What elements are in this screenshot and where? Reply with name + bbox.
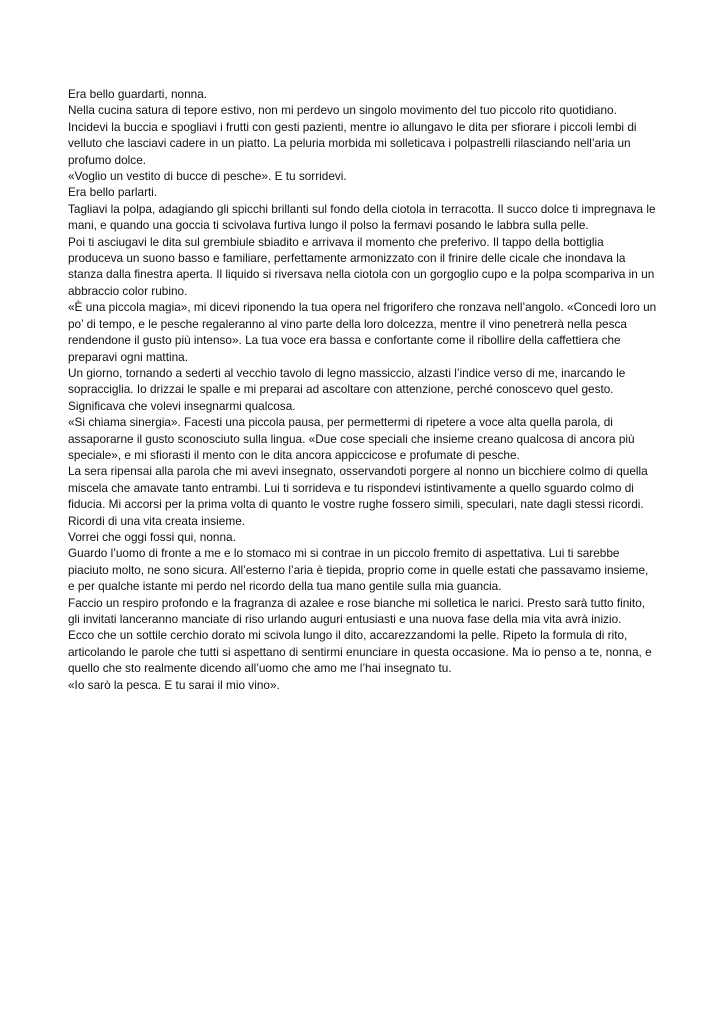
paragraph: Un giorno, tornando a sederti al vecchio tavolo di legno massiccio, alzasti l’indice verso di me, inarcando le sopracciglia. Io drizzai le spalle e mi preparai ad ascoltare con attenzione, perché conoscevo quel gesto. Significava che volevi insegnarmi qualcosa. [68, 365, 626, 413]
paragraph: Era bello guardarti, nonna. [68, 87, 208, 101]
paragraph: Poi ti asciugavi le dita sul grembiule sbiadito e arrivava il momento che preferivo. Il tappo della bottiglia produceva un suono basso e familiare, perfettamente armonizzato con il frinire delle cicale che inondava la stanza dalla finestra aperta. Il liquido si riversava nella ciotola con un gorgoglio cupo e la polpa scompariva in un abbraccio color rubino. [68, 234, 655, 298]
paragraph: Tagliavi la polpa, adagiando gli spicchi brillanti sul fondo della ciotola in terracotta. Il succo dolce ti impregnava le mani, e quando una goccia ti scivolava furtiva lungo il polso la fermavi posando le labbra sulla pelle. [68, 201, 656, 233]
paragraph: Nella cucina satura di tepore estivo, non mi perdevo un singolo movimento del tuo piccolo rito quotidiano. Incidevi la buccia e spogliavi i frutti con gesti pazienti, mentre io allungavo le dita per sfiorare i piccoli lembi di velluto che lasciavi cadere in un piatto. La peluria morbida mi solleticava i polpastrelli rilasciando nell’aria un profumo dolce. [68, 103, 637, 167]
paragraph: Vorrei che oggi fossi qui, nonna. [68, 529, 236, 544]
paragraph: Era bello parlarti. [68, 185, 158, 200]
paragraph: Ecco che un sottile cerchio dorato mi scivola lungo il dito, accarezzandomi la pelle. Ripeto la formula di rito, articolando le parole che tutti si aspettano di sentirmi enunciare in questa occasione. Ma io penso a te, nonna, e quello che sto realmente dicendo all’uomo che amo me l’hai insegnato tu. [68, 628, 652, 676]
story-text [68, 86, 658, 693]
paragraph: «Io sarò la pesca. E tu sarai il mio vino». [68, 677, 280, 692]
paragraph: «Voglio un vestito di bucce di pesche». E tu sorridevi. [68, 169, 347, 184]
paragraph: «Si chiama sinergia». Facesti una piccola pausa, per permettermi di ripetere a voce alta quella parola, di assaporarne il gusto sconosciuto sulla lingua. «Due cose speciali che insieme creano qualcosa di ancora più speciale», e mi sfiorasti il mento con le dita ancora appiccicose e profumate di pesche. [68, 415, 635, 462]
paragraph: Guardo l’uomo di fronte a me e lo stomaco mi si contrae in un piccolo fremito di aspettativa. Lui ti sarebbe piaciuto molto, ne sono sicura. All’esterno l’aria è tiepida, proprio come in quelle estati che passavamo insieme, e per qualche istante mi perdo nel ricordo della tua mano gentile sulla mia guancia. [68, 546, 649, 594]
paragraph: Faccio un respiro profondo e la fragranza di azalee e rose bianche mi solletica le narici. Presto sarà tutto finito, gli invitati lanceranno manciate di riso urlando auguri entusiasti e una nuova fase della mia vita avrà inizio. [68, 595, 646, 626]
paragraph: «È una piccola magia», mi dicevi riponendo la tua opera nel frigorifero che ronzava nell’angolo. «Concedi loro un po’ di tempo, e le pesche regaleranno al vino parte della loro dolcezza, mentre il vino penetrerà nella pesca rendendone il gusto più intenso». La tua voce era bassa e confortante come il ribollire della caffettiera che preparavi ogni mattina. [68, 300, 657, 364]
paragraph: La sera ripensai alla parola che mi avevi insegnato, osservandoti porgere al nonno un bicchiere colmo di quella miscela che amavate tanto entrambi. Lui ti sorrideva e tu rispondevi istintivamente a quello sguardo colmo di fiducia. Mi accorsi per la prima volta di quanto le vostre rughe fossero simili, speculari, nate dagli stessi ricordi. Ricordi di una vita creata insieme. [68, 464, 648, 528]
